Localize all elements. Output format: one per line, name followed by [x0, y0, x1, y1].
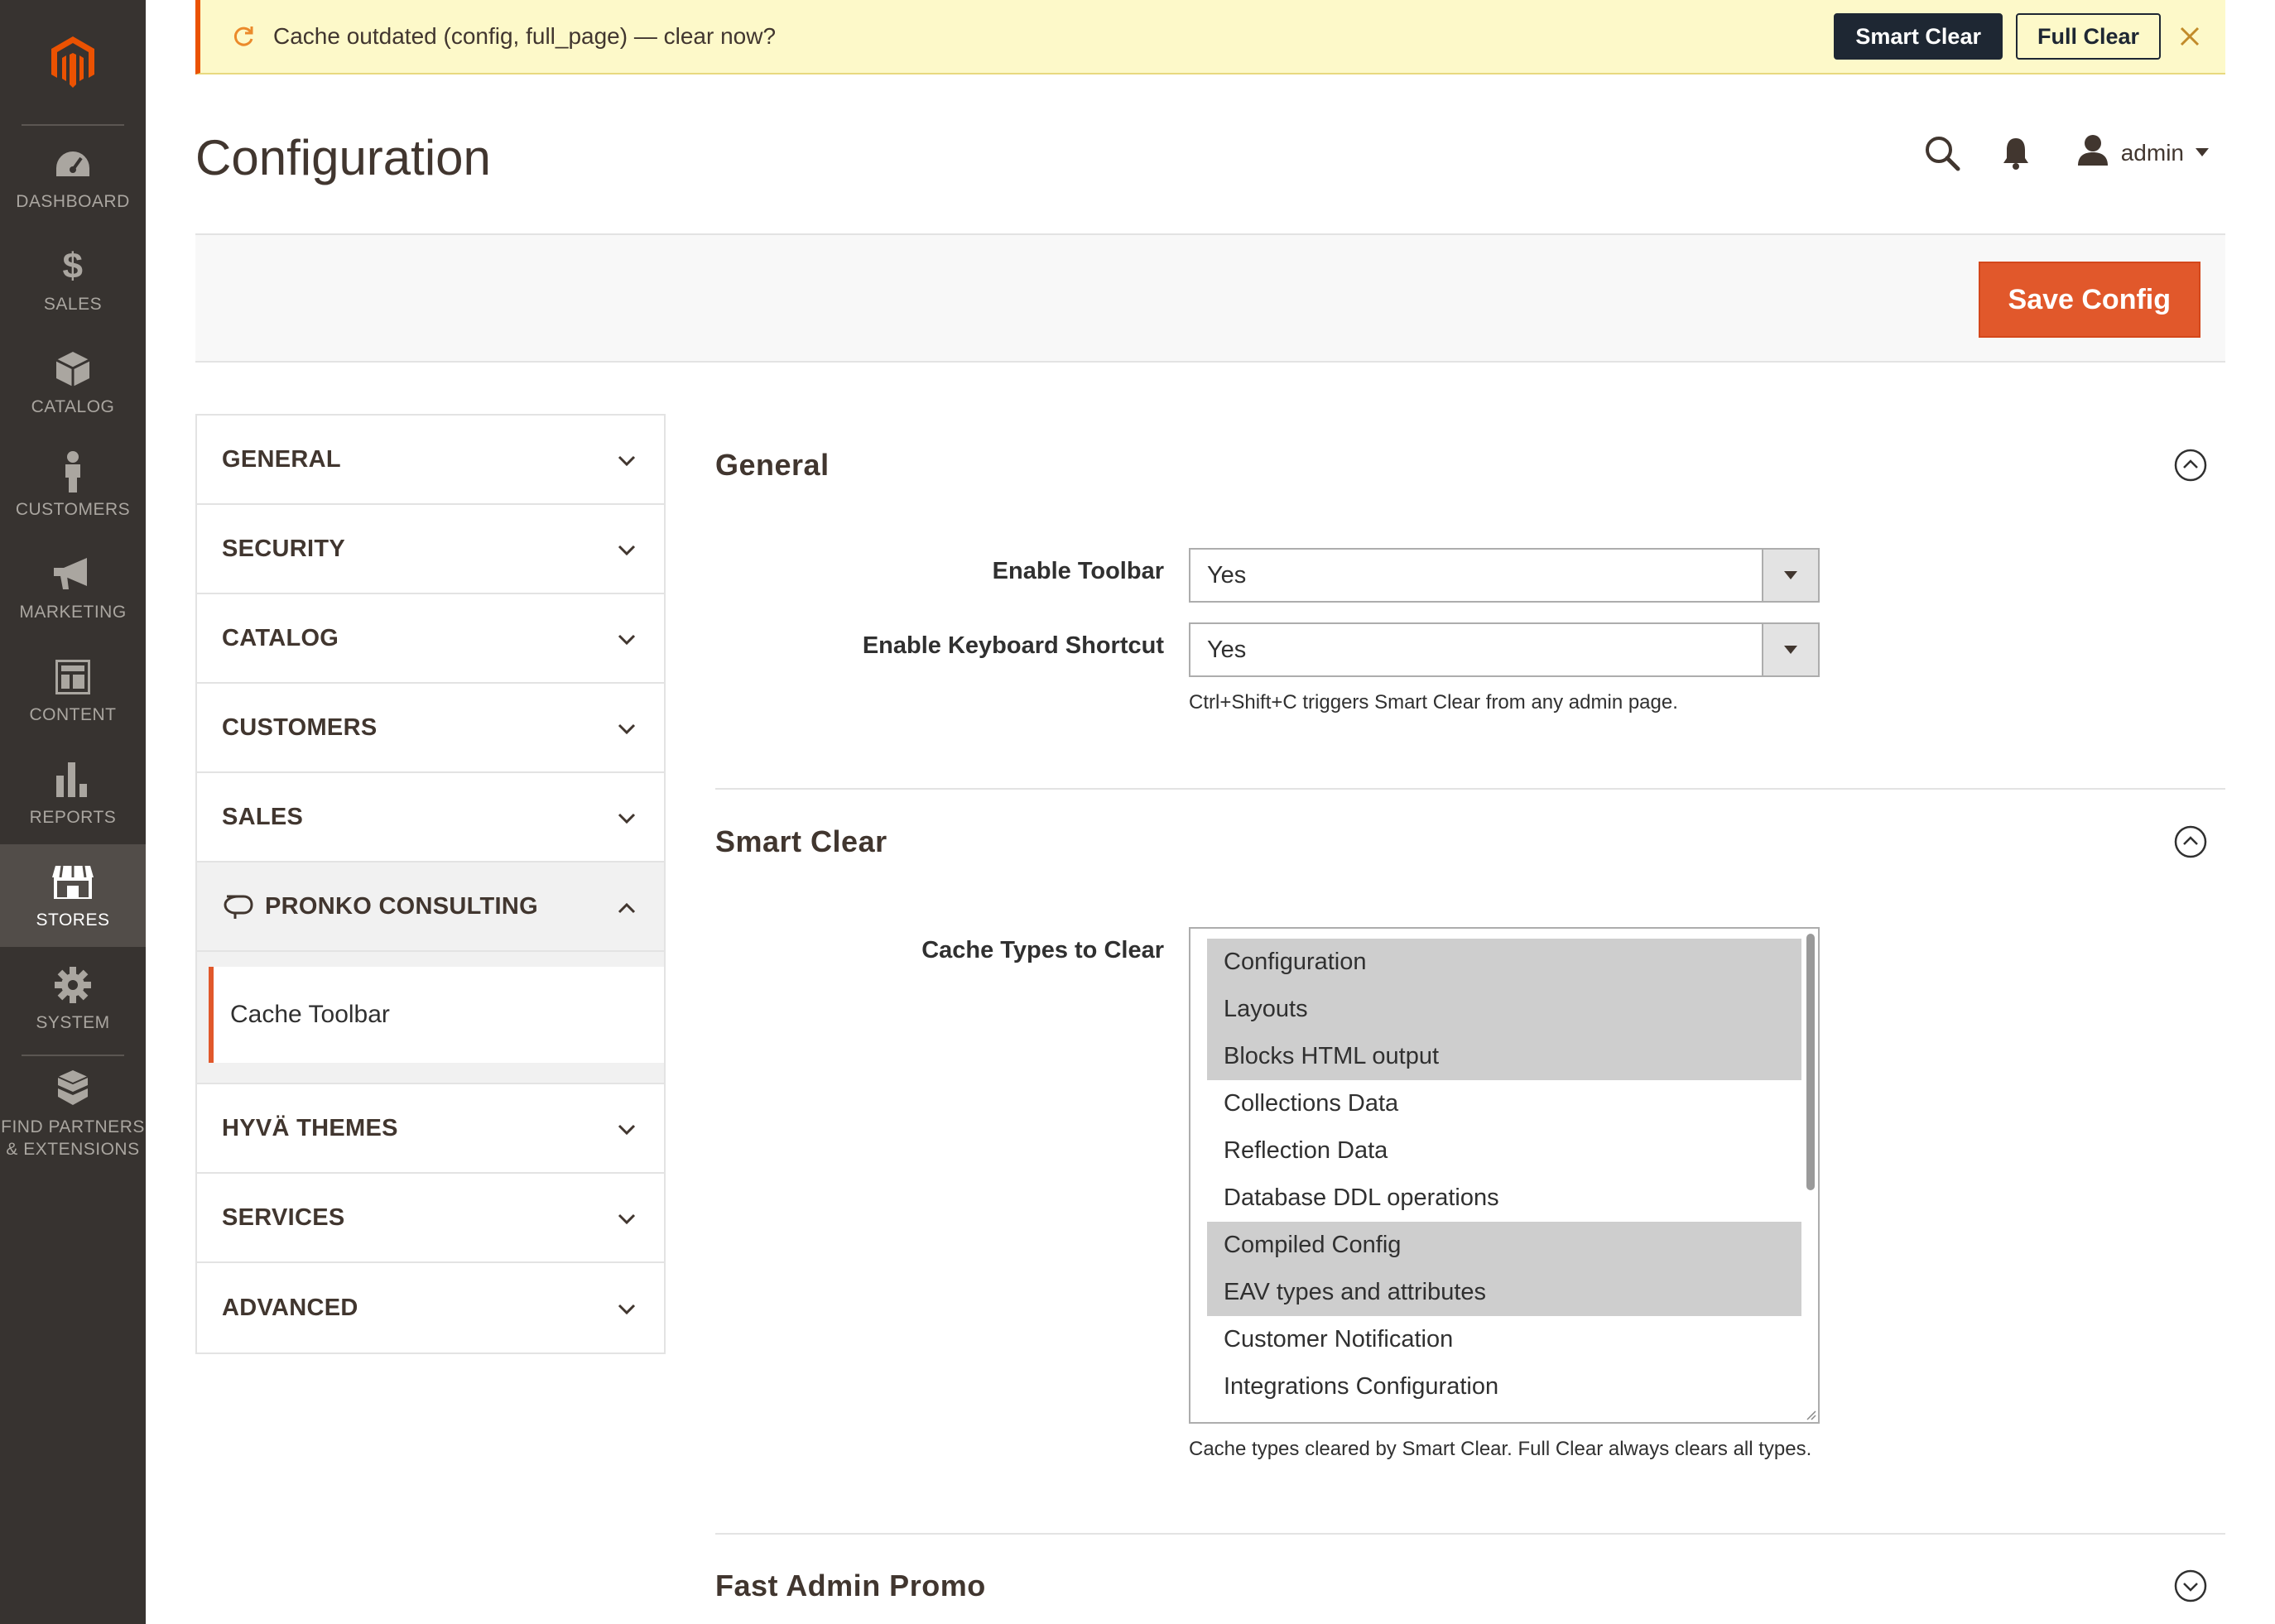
tab-label: CUSTOMERS — [222, 714, 378, 741]
pronko-logo-icon — [222, 893, 253, 920]
cache-type-option[interactable]: Integrations Configuration — [1224, 1373, 1499, 1400]
cache-notice-banner — [195, 0, 2225, 74]
nav-item-system[interactable] — [0, 947, 146, 1050]
user-menu[interactable] — [2076, 134, 2209, 171]
cache-types-multiselect[interactable] — [1189, 927, 1820, 1424]
close-icon[interactable] — [2179, 26, 2200, 47]
tab-label: HYVÄ THEMES — [222, 1114, 398, 1141]
expand-icon[interactable] — [2174, 1569, 2207, 1602]
full-clear-button[interactable]: Full Clear — [2016, 13, 2161, 60]
dropdown-arrow-icon — [1762, 550, 1818, 601]
bell-icon[interactable] — [2002, 137, 2030, 170]
nav-label: STORES — [36, 910, 110, 930]
tab-label: PRONKO CONSULTING — [265, 892, 539, 920]
magento-logo[interactable] — [22, 0, 124, 126]
tab-label: GENERAL — [222, 445, 341, 473]
field-enable-shortcut — [715, 622, 2225, 717]
user-name: admin — [2120, 139, 2184, 166]
nav-label: DASHBOARD — [16, 192, 130, 211]
person-icon — [62, 450, 84, 493]
tab-label: ADVANCED — [222, 1294, 358, 1321]
section-general — [715, 414, 2225, 790]
dollar-icon: $ — [62, 246, 84, 286]
tab-hyva-themes[interactable] — [197, 1084, 664, 1174]
notice-text: Cache outdated (config, full_page) — clear now? — [273, 23, 777, 49]
layout-icon — [55, 656, 90, 699]
resize-handle-icon[interactable] — [1805, 1409, 1816, 1420]
tab-label: SERVICES — [222, 1204, 345, 1231]
chevron-down-icon — [618, 1204, 636, 1232]
header-actions — [1883, 134, 2209, 171]
cubes-icon — [55, 1066, 91, 1109]
subtab-container — [197, 952, 664, 1084]
box-icon — [56, 348, 89, 391]
select-value: Yes — [1207, 561, 1247, 589]
field-control — [1189, 622, 1820, 717]
page-title: Configuration — [195, 130, 491, 185]
select-value: Yes — [1207, 636, 1247, 663]
scrollbar-thumb[interactable] — [1806, 934, 1815, 1190]
search-icon[interactable] — [1924, 135, 1960, 171]
magento-logo-icon — [51, 36, 94, 88]
chevron-up-icon — [618, 893, 636, 920]
nav-item-catalog[interactable] — [0, 331, 146, 434]
tab-pronko-consulting[interactable] — [197, 862, 664, 952]
cache-types-note: Cache types cleared by Smart Clear. Full Clear always clears all types. — [1189, 1438, 1812, 1460]
chevron-down-icon — [618, 1115, 636, 1142]
enable-shortcut-select[interactable] — [1189, 622, 1820, 677]
gear-icon — [55, 963, 91, 1007]
nav-item-reports[interactable] — [0, 742, 146, 844]
enable-toolbar-label: Enable Toolbar — [992, 558, 1164, 584]
nav-item-dashboard[interactable] — [0, 126, 146, 228]
collapse-icon[interactable] — [2174, 449, 2207, 482]
cache-type-option[interactable]: EAV types and attributes — [1207, 1269, 1801, 1316]
tab-label: SECURITY — [222, 535, 346, 562]
tab-label: CATALOG — [222, 624, 339, 651]
cache-types-label: Cache Types to Clear — [921, 937, 1164, 963]
chevron-down-icon — [618, 714, 636, 742]
nav-item-marketing[interactable] — [0, 536, 146, 639]
section-smart-clear-header[interactable] — [715, 790, 2225, 894]
cache-type-option[interactable]: Configuration — [1207, 939, 1801, 986]
nav-label: CATALOG — [31, 397, 115, 416]
nav-label: FIND PARTNERS & EXTENSIONS — [1, 1117, 145, 1159]
nav-item-sales[interactable] — [0, 228, 146, 331]
config-tabs — [195, 414, 666, 1354]
caret-down-icon — [2196, 146, 2209, 161]
collapse-icon[interactable] — [2174, 825, 2207, 858]
cache-type-option[interactable]: Blocks HTML output — [1207, 1033, 1801, 1080]
nav-label: REPORTS — [29, 808, 117, 827]
field-enable-toolbar — [715, 548, 2225, 603]
chevron-down-icon — [618, 804, 636, 831]
tab-sales[interactable] — [197, 773, 664, 862]
nav-label: SYSTEM — [36, 1013, 110, 1032]
tab-catalog[interactable] — [197, 594, 664, 684]
page-actions-bar — [195, 233, 2225, 363]
field-cache-types — [715, 927, 2225, 1463]
cache-type-option[interactable]: Reflection Data — [1224, 1137, 1388, 1164]
cache-type-option[interactable]: Database DDL operations — [1224, 1184, 1499, 1211]
config-main — [715, 414, 2225, 1624]
enable-toolbar-select[interactable] — [1189, 548, 1820, 603]
chevron-down-icon — [618, 1295, 636, 1322]
smart-clear-button[interactable]: Smart Clear — [1834, 13, 2003, 60]
cache-type-option[interactable]: Layouts — [1207, 986, 1801, 1033]
nav-label: MARKETING — [19, 603, 127, 622]
dropdown-arrow-icon — [1762, 624, 1818, 675]
nav-label: CUSTOMERS — [15, 500, 131, 519]
field-control — [1189, 927, 1820, 1463]
subtab-cache-toolbar[interactable]: Cache Toolbar — [209, 967, 664, 1063]
chevron-down-icon — [618, 625, 636, 652]
shortcut-note: Ctrl+Shift+C triggers Smart Clear from any admin page. — [1189, 691, 1678, 714]
admin-sidebar — [0, 0, 146, 1624]
tab-security[interactable] — [197, 505, 664, 594]
enable-shortcut-label: Enable Keyboard Shortcut — [862, 632, 1164, 659]
section-fast-admin-promo — [715, 1535, 2225, 1624]
section-smart-clear — [715, 790, 2225, 1535]
chevron-down-icon — [618, 536, 636, 563]
user-avatar-icon — [2076, 134, 2109, 171]
tab-general[interactable] — [197, 416, 664, 505]
tab-services[interactable] — [197, 1174, 664, 1263]
save-config-button[interactable]: Save Config — [1979, 262, 2200, 338]
nav-label: SALES — [43, 295, 103, 314]
section-title: General — [715, 448, 830, 482]
nav-item-find-partners[interactable] — [1, 1055, 145, 1170]
section-title: Smart Clear — [715, 824, 887, 858]
tab-label-group — [222, 893, 538, 920]
section-title: Fast Admin Promo — [715, 1569, 986, 1602]
cache-type-option[interactable]: Compiled Config — [1207, 1222, 1801, 1269]
nav-item-customers[interactable] — [0, 434, 146, 536]
cache-type-option[interactable]: Customer Notification — [1224, 1326, 1454, 1353]
megaphone-icon — [54, 553, 92, 596]
tab-advanced[interactable] — [197, 1263, 664, 1353]
bar-chart-icon — [56, 758, 89, 801]
dashboard-icon — [55, 142, 91, 185]
refresh-icon — [232, 25, 255, 48]
store-icon — [52, 861, 94, 904]
nav-item-content[interactable] — [0, 639, 146, 742]
nav-label: CONTENT — [29, 705, 117, 724]
section-general-header[interactable] — [715, 414, 2225, 517]
section-fast-admin-promo-header[interactable] — [715, 1535, 2225, 1624]
tab-customers[interactable] — [197, 684, 664, 773]
chevron-down-icon — [618, 446, 636, 473]
tab-label: SALES — [222, 803, 304, 830]
nav-item-stores[interactable] — [0, 844, 146, 947]
field-control — [1189, 548, 1820, 603]
cache-type-option[interactable]: Collections Data — [1224, 1090, 1399, 1117]
